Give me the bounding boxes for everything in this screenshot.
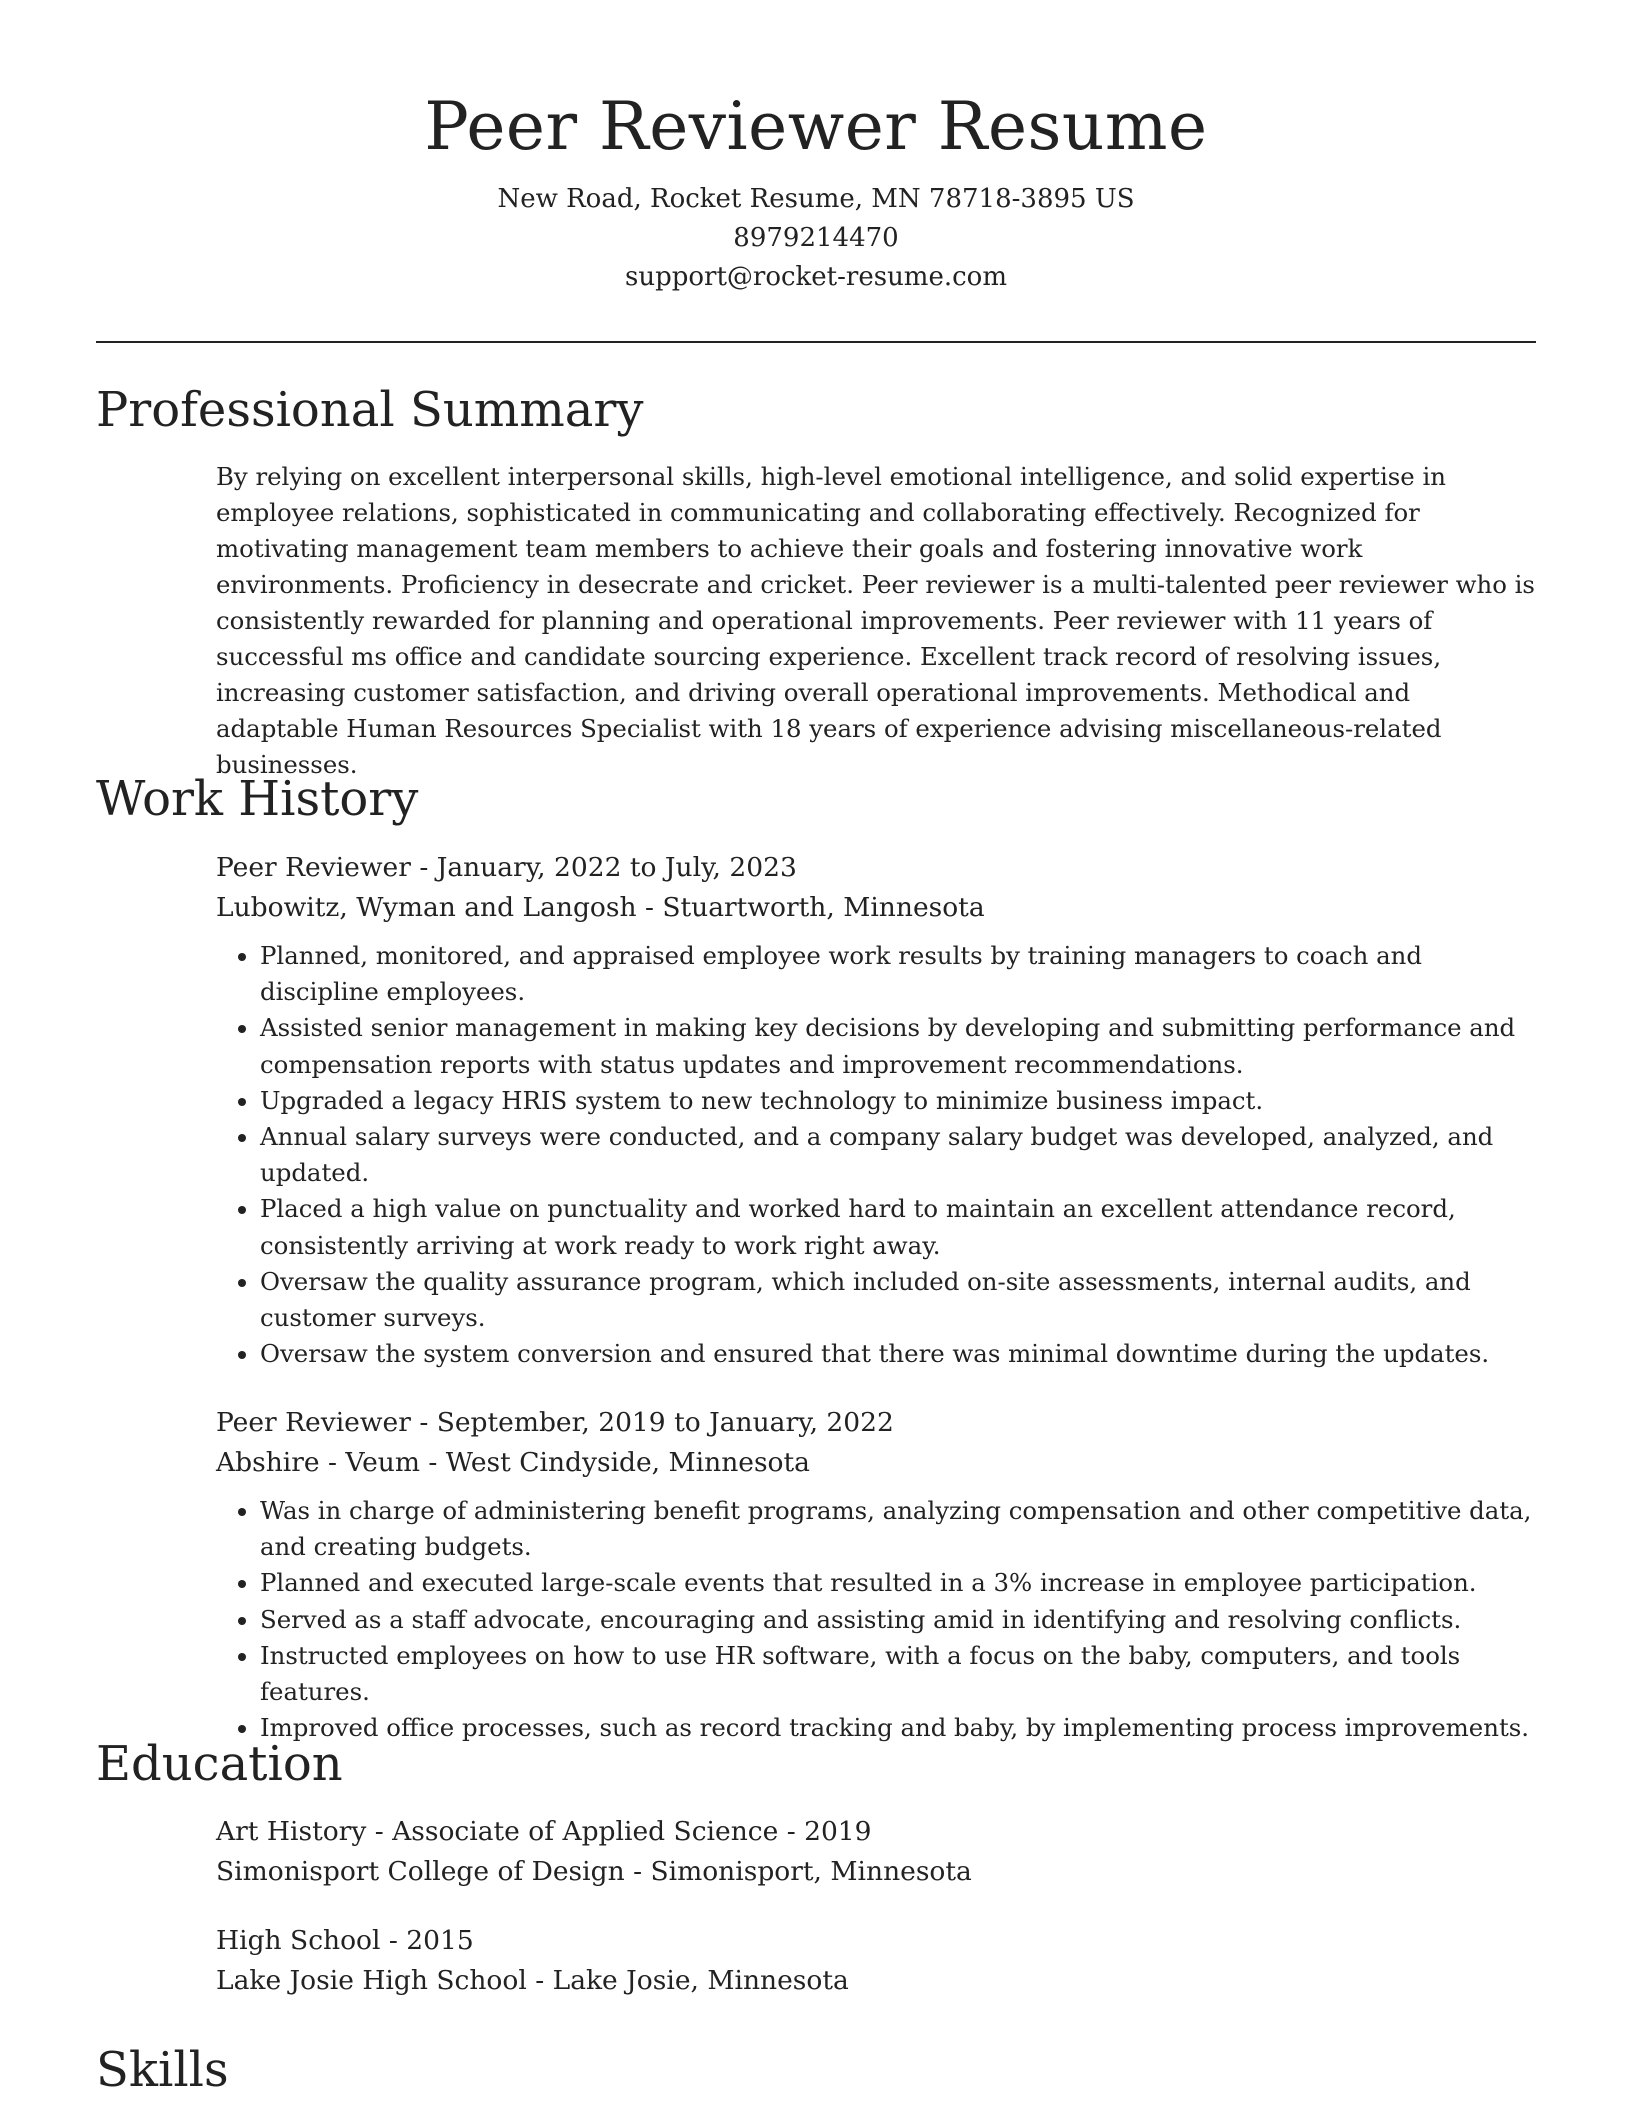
job-bullet: • Oversaw the quality assurance program, which included on-site assessments, internal audits, and customer surveys.	[260, 1264, 1538, 1336]
job-employer-line: Abshire - Veum - West Cindyside, Minnesota	[216, 1447, 810, 1478]
job-title-line: Peer Reviewer - January, 2022 to July, 2023	[216, 852, 797, 883]
job-employer-line: Lubowitz, Wyman and Langosh - Stuartworth, Minnesota	[216, 892, 985, 923]
job-bullet: • Was in charge of administering benefit programs, analyzing compensation and other competitive data, and creating budgets.	[260, 1493, 1538, 1565]
job-bullet: • Annual salary surveys were conducted, and a company salary budget was developed, analyzed, and updated.	[260, 1119, 1538, 1191]
job-title-line: Peer Reviewer - September, 2019 to January, 2022	[216, 1407, 894, 1438]
section-title-skills: Skills	[96, 2042, 229, 2098]
job-bullet: • Improved office processes, such as record tracking and baby, by implementing process improvements.	[260, 1710, 1538, 1746]
contact-email: support@rocket-resume.com	[624, 262, 1007, 292]
job-bullet: • Assisted senior management in making key decisions by developing and submitting performance and compensation reports with status updates and improvement recommendations.	[260, 1010, 1538, 1082]
education-entry-1	[216, 1812, 1538, 1892]
job-bullet: • Placed a high value on punctuality and worked hard to maintain an excellent attendance record, consistently arriving at work ready to work right away.	[260, 1191, 1538, 1263]
resume-header	[0, 82, 1632, 297]
job-entry-2	[216, 1403, 1538, 1746]
job-bullet: • Oversaw the system conversion and ensured that there was minimal downtime during the updates.	[260, 1336, 1538, 1372]
summary-text: By relying on excellent interpersonal skills, high-level emotional intelligence, and solid expertise in employee relations, sophisticated in communicating and collaborating effectively. Recognized for motivating management team members to achieve their goals and fostering innovative work environments. Proficiency in desecrate and cricket. Peer reviewer is a multi-talented peer reviewer who is consistently rewarded for planning and operational improvements. Peer reviewer with 11 years of successful ms office and candidate sourcing experience. Excellent track record of resolving issues, increasing customer satisfaction, and driving overall operational improvements. Methodical and adaptable Human Resources Specialist with 18 years of experience advising miscellaneous-related businesses.	[216, 462, 1535, 779]
job-bullet-list	[216, 1493, 1538, 1746]
education-degree-line: High School - 2015	[216, 1925, 474, 1956]
education-entry-2	[216, 1921, 1538, 2001]
job-bullet: • Instructed employees on how to use HR software, with a focus on the baby, computers, and tools features.	[260, 1638, 1538, 1710]
section-title-education: Education	[96, 1736, 343, 1792]
summary-block	[216, 459, 1538, 783]
job-bullet: • Upgraded a legacy HRIS system to new technology to minimize business impact.	[260, 1083, 1538, 1119]
contact-phone: 8979214470	[733, 223, 899, 253]
education-school-line: Simonisport College of Design - Simonisport, Minnesota	[216, 1856, 972, 1887]
job-bullet: • Planned, monitored, and appraised employee work results by training managers to coach and discipline employees.	[260, 938, 1538, 1010]
job-bullet: • Planned and executed large-scale events that resulted in a 3% increase in employee participation.	[260, 1565, 1538, 1601]
education-degree-line: Art History - Associate of Applied Science - 2019	[216, 1816, 872, 1847]
contact-info	[0, 180, 1632, 297]
section-title-work-history: Work History	[96, 771, 419, 827]
section-title-summary: Professional Summary	[96, 382, 644, 438]
job-entry-1	[216, 848, 1538, 1372]
job-bullet: • Served as a staff advocate, encouraging and assisting amid in identifying and resolving conflicts.	[260, 1602, 1538, 1638]
contact-address: New Road, Rocket Resume, MN 78718-3895 US	[497, 184, 1135, 214]
header-divider	[96, 341, 1536, 343]
resume-title: Peer Reviewer Resume	[424, 88, 1208, 165]
education-school-line: Lake Josie High School - Lake Josie, Minnesota	[216, 1965, 849, 1996]
job-bullet-list	[216, 938, 1538, 1372]
